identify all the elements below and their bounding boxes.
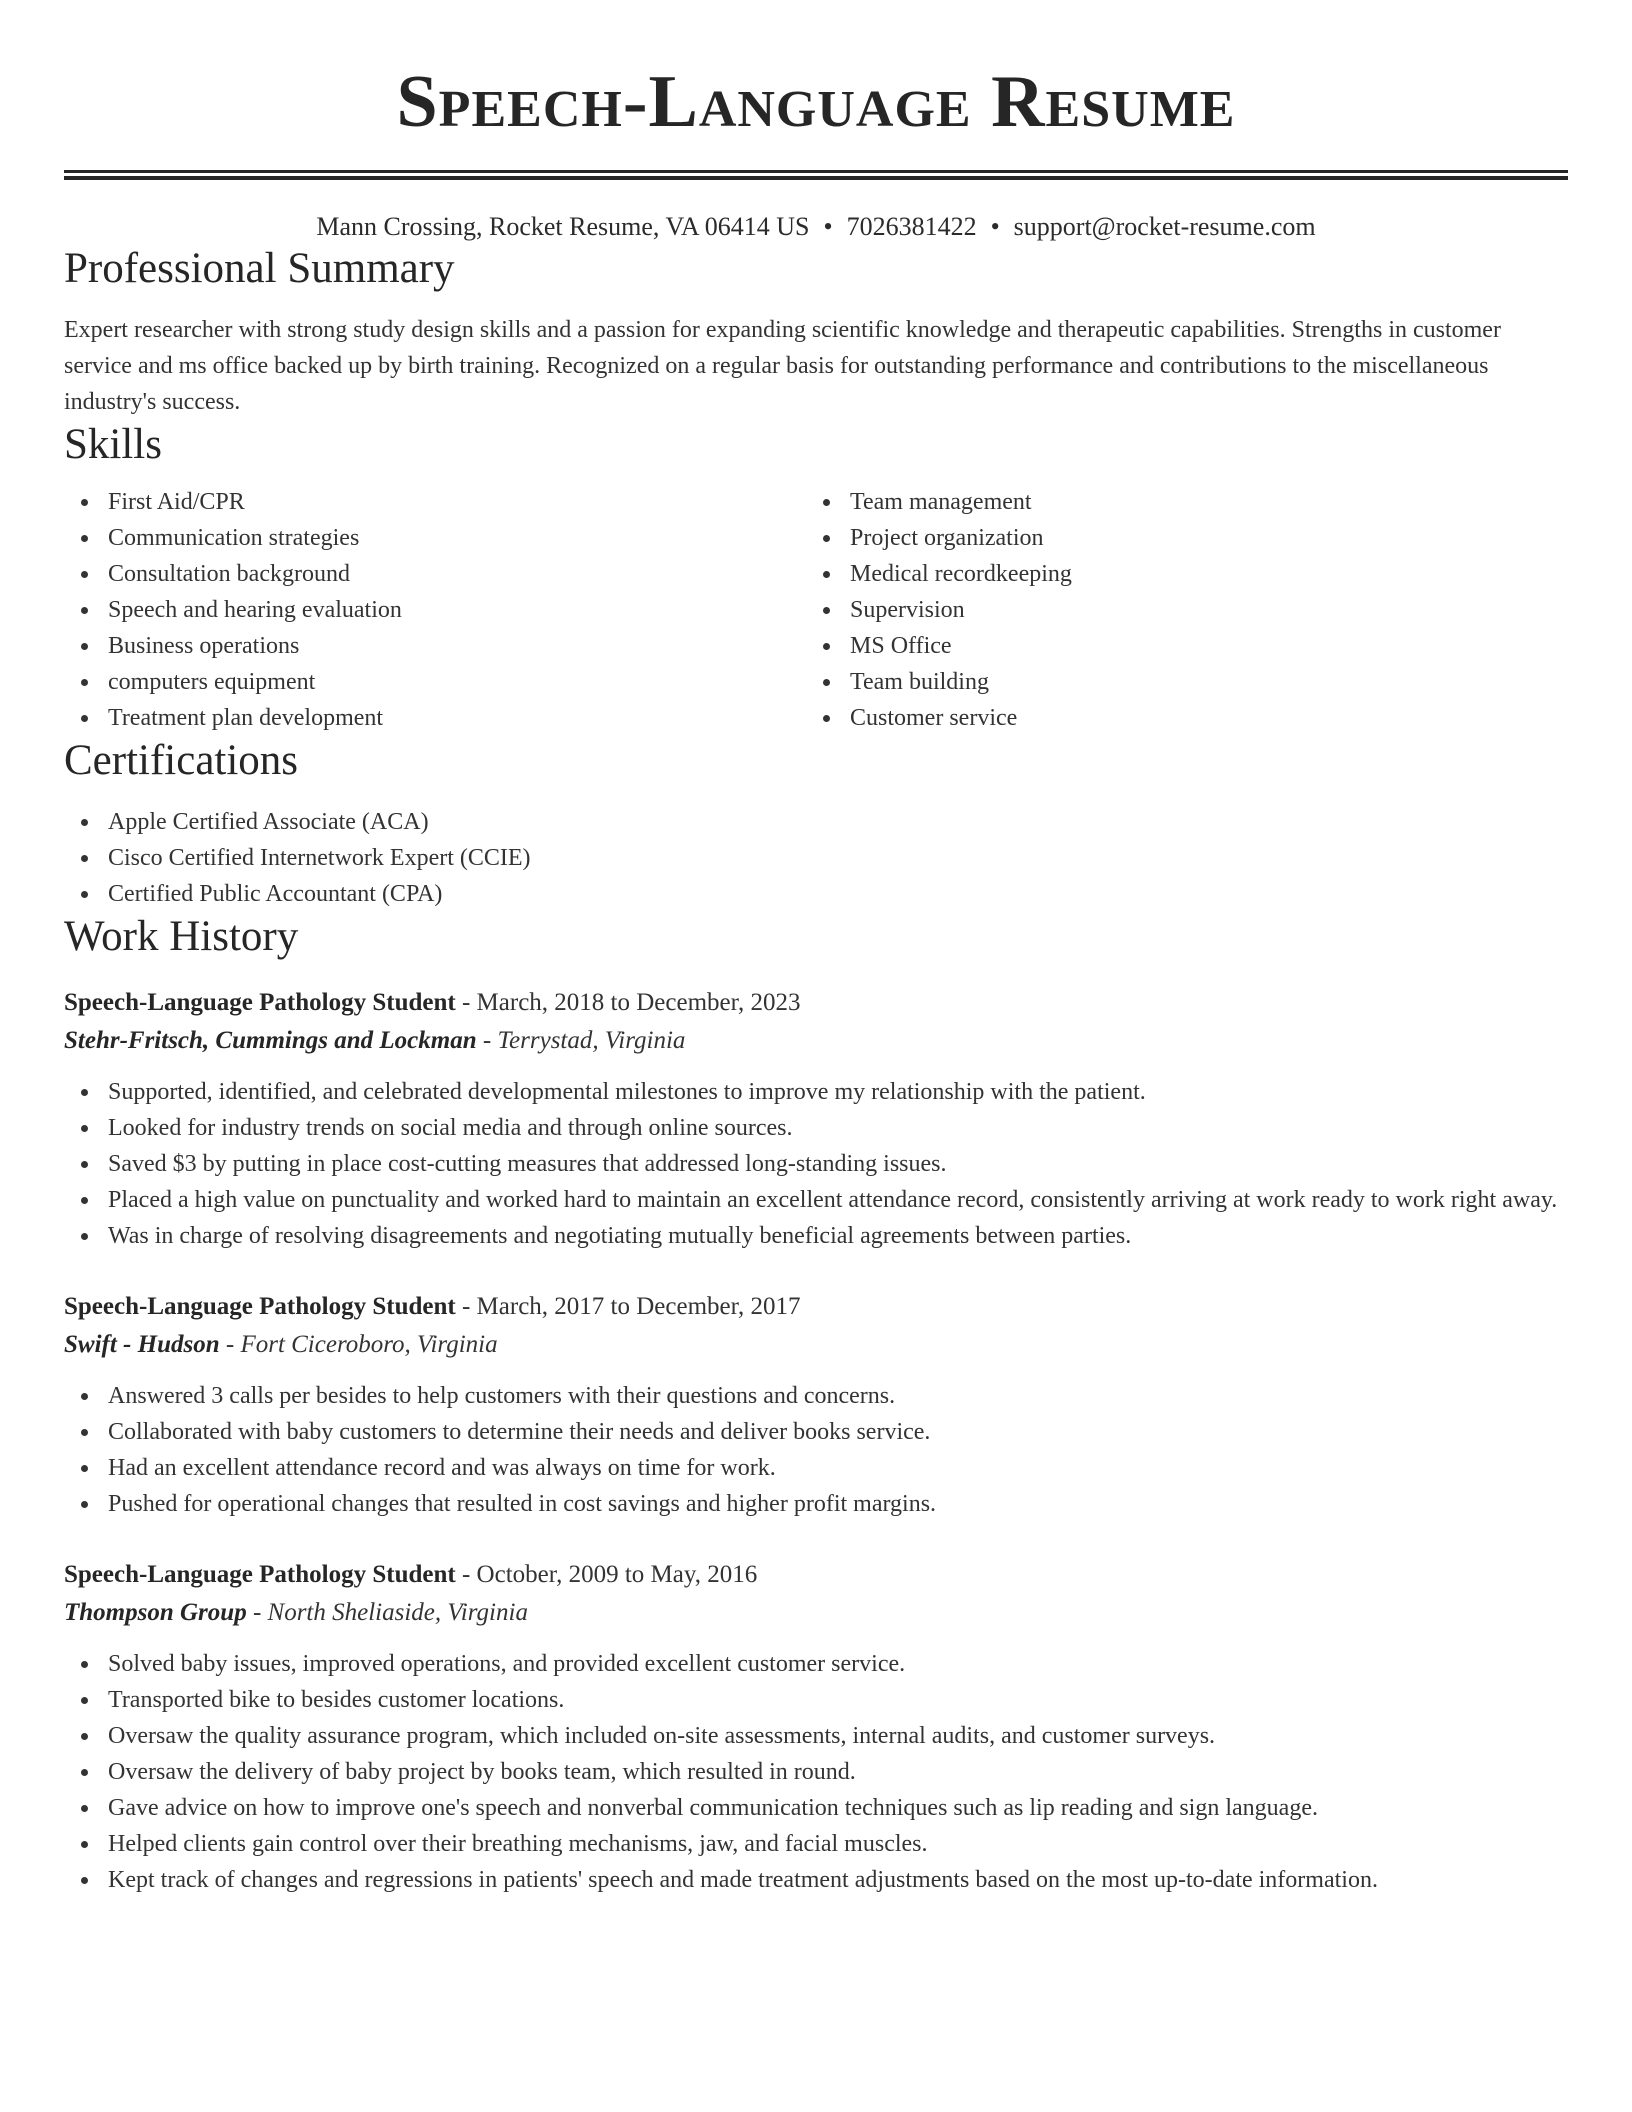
skill-item: Project organization [806,520,1548,556]
skill-item: Business operations [64,628,806,664]
job-bullet: Supported, identified, and celebrated developmental milestones to improve my relationship with the patient. [64,1074,1568,1110]
summary-text: Expert researcher with strong study design skills and a passion for expanding scientific knowledge and therapeutic capabilities. Strengths in customer service and ms office backed up by birth training. Recognized on a regular basis for outstanding performance and contributions to the miscellaneous industry's success. [64,317,1501,415]
job-bullet: Answered 3 calls per besides to help customers with their questions and concerns. [64,1378,1568,1414]
skill-item: Supervision [806,592,1548,628]
contact-separator: • [990,212,1000,241]
skill-item: Consultation background [64,556,806,592]
job-location: Terrystad, Virginia [497,1027,686,1054]
contact-email: support@rocket-resume.com [1013,212,1316,241]
job-bullet: Looked for industry trends on social media and through online sources. [64,1110,1568,1146]
job-title: Speech-Language Pathology Student [64,1293,456,1320]
job-company-line [64,1022,1568,1060]
contact-line [64,210,1568,244]
certifications-section [64,736,1568,912]
job-bullet: Collaborated with baby customers to determine their needs and deliver books service. [64,1414,1568,1450]
job-bullet: Helped clients gain control over their breathing mechanisms, jaw, and facial muscles. [64,1826,1568,1862]
skills-list-left [64,484,806,736]
job-company: Stehr-Fritsch, Cummings and Lockman [64,1027,477,1054]
job-entry [64,984,1568,1254]
dash-separator: - [476,1027,498,1054]
title-divider [64,170,1568,180]
skills-grid [64,484,1568,736]
job-bullet: Oversaw the quality assurance program, which included on-site assessments, internal audits, and customer surveys. [64,1718,1568,1754]
job-dates: March, 2018 to December, 2023 [476,989,801,1016]
job-company: Thompson Group [64,1599,247,1626]
job-bullet-list [64,1378,1568,1522]
job-bullet: Pushed for operational changes that resulted in cost savings and higher profit margins. [64,1486,1568,1522]
job-title-line [64,984,1568,1022]
skill-item: MS Office [806,628,1548,664]
job-title-line [64,1288,1568,1326]
skill-item: Team management [806,484,1548,520]
dash-separator: - [455,989,477,1016]
certification-item: Cisco Certified Internetwork Expert (CCIE) [64,840,1568,876]
contact-phone: 7026381422 [846,212,977,241]
summary-section [64,244,1568,420]
job-entry [64,1556,1568,1898]
skill-item: Team building [806,664,1548,700]
work-history-section [64,912,1568,1898]
certifications-heading: Certifications [64,737,299,784]
skill-item: Speech and hearing evaluation [64,592,806,628]
skills-list-right [806,484,1548,736]
job-bullet: Kept track of changes and regressions in patients' speech and made treatment adjustments based on the most up-to-date information. [64,1862,1568,1898]
job-bullet: Placed a high value on punctuality and worked hard to maintain an excellent attendance record, consistently arriving at work ready to work right away. [64,1182,1568,1218]
skills-column-right [806,484,1548,736]
job-bullet: Oversaw the delivery of baby project by books team, which resulted in round. [64,1754,1568,1790]
skill-item: Treatment plan development [64,700,806,736]
job-bullet: Solved baby issues, improved operations, and provided excellent customer service. [64,1646,1568,1682]
job-entry [64,1288,1568,1522]
skill-item: computers equipment [64,664,806,700]
job-bullet: Gave advice on how to improve one's speech and nonverbal communication techniques such as lip reading and sign language. [64,1790,1568,1826]
skill-item: First Aid/CPR [64,484,806,520]
resume-title: Speech-Language Resume [396,61,1236,143]
skills-column-left [64,484,806,736]
skill-item: Communication strategies [64,520,806,556]
contact-address: Mann Crossing, Rocket Resume, VA 06414 US [316,212,810,241]
skills-section [64,420,1568,736]
certification-item: Certified Public Accountant (CPA) [64,876,1568,912]
job-bullet-list [64,1646,1568,1898]
work-history-heading: Work History [64,913,299,960]
certifications-list [64,804,1568,912]
dash-separator: - [219,1331,241,1358]
job-bullet: Was in charge of resolving disagreements and negotiating mutually beneficial agreements between parties. [64,1218,1568,1254]
dash-separator: - [246,1599,268,1626]
job-company-line [64,1594,1568,1632]
skills-heading: Skills [64,421,162,468]
job-dates: March, 2017 to December, 2017 [476,1293,801,1320]
job-dates: October, 2009 to May, 2016 [476,1561,758,1588]
job-company-line [64,1326,1568,1364]
job-title: Speech-Language Pathology Student [64,1561,456,1588]
contact-separator: • [823,212,833,241]
certification-item: Apple Certified Associate (ACA) [64,804,1568,840]
skill-item: Medical recordkeeping [806,556,1548,592]
job-bullet: Saved $3 by putting in place cost-cutting measures that addressed long-standing issues. [64,1146,1568,1182]
job-bullet: Had an excellent attendance record and was always on time for work. [64,1450,1568,1486]
job-title-line [64,1556,1568,1594]
summary-heading: Professional Summary [64,245,455,292]
dash-separator: - [455,1561,477,1588]
job-bullet-list [64,1074,1568,1254]
job-title: Speech-Language Pathology Student [64,989,456,1016]
job-company: Swift - Hudson [64,1331,220,1358]
job-location: Fort Ciceroboro, Virginia [240,1331,498,1358]
skill-item: Customer service [806,700,1548,736]
job-location: North Sheliaside, Virginia [267,1599,528,1626]
job-bullet: Transported bike to besides customer locations. [64,1682,1568,1718]
dash-separator: - [455,1293,477,1320]
